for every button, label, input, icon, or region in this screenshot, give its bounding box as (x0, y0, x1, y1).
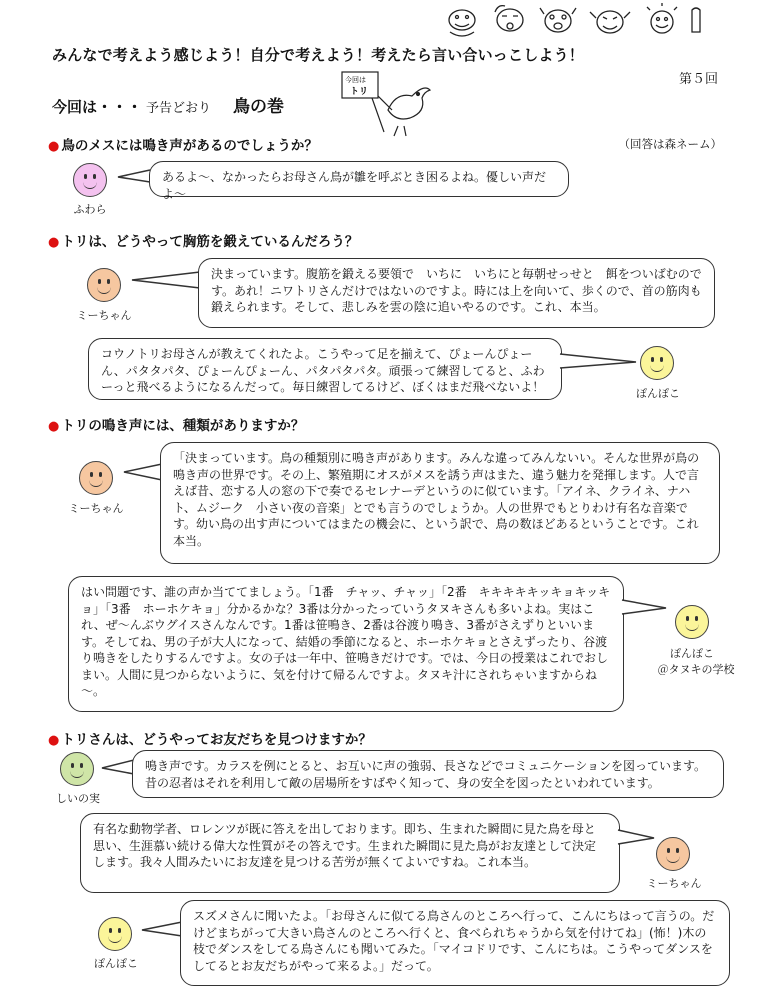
answer-bubble: 「決まっています。鳥の種類別に鳴き声があります。みんな違ってみんないい。そんな世界が鳥の鳴き声の世界です。その上、繁殖期にオスがメスを誘う声はまた、違う魅力を発揮します。人で言えば昔、恋する人の窓の下で奏でるセレナーデというのに似ています。「アイネ、クライネ、ナハト、ムジーク 小さい夜の音楽」とでも言うのでしょうか。人の世界でもとりわけ有名な音楽です。幼い鳥の出す声についてはまたの機会に、という訳で、鳥の数ほどあるということです。これ本当。 (160, 442, 720, 564)
avatar-mii-chan (87, 268, 121, 302)
answer-name: ふわら (73, 203, 107, 216)
bubble-tail (100, 758, 136, 776)
answer-name: ミーちゃん (68, 502, 124, 515)
question-1-title: 鳥のメスには鳴き声があるのでしょうか？ (61, 138, 318, 154)
answer-note: （回答は森ネーム） (618, 137, 722, 151)
question-3-title: トリの鳴き声には、種類がありますか？ (61, 418, 305, 434)
bird-with-sign-illustration (340, 70, 435, 138)
page-headline: みんなで考えよう感じよう！自分で考えよう！考えたら言い合いっこしよう！ (52, 46, 585, 64)
answer-name: しいの実 (56, 792, 100, 805)
question-4: ● トリさんは、どうやってお友だちを見つけますか？ (48, 732, 372, 748)
answer-bubble: スズメさんに聞いたよ。「お母さんに似てる鳥さんのところへ行って、こんにちはって言うの。だけどまちがって大きい鳥さんのところへ行くと、食べられちゃうから気を付けてね」(怖！)木の枝でダンスをしてる鳥さんにも聞いてみた。「マイコドリです、こんにちは。こうやってダンスをしてるとお友だちがやって来るよ。」だって。 (180, 900, 730, 986)
bubble-tail (130, 270, 202, 290)
svg-text:トリ: トリ (350, 87, 369, 97)
avatar-mii-chan (79, 461, 113, 495)
answer-bubble: あるよ～、なかったらお母さん鳥が雛を呼ぶとき困るよね。優しい声だよ～ (149, 161, 569, 197)
answer-bubble: はい問題です、誰の声か当ててましょう。「1番 チャッ、チャッ」「2番 キキキキキッキョキッキョ」「3番 ホーホケキョ」分かるかな？3番は分かったっていうタヌキさんも多いよね。実はこれ、ぜ～んぶウグイスさんなんです。1番は笹鳴き、2番は谷渡り鳴き、3番がさえずりといいます。そしてね、男の子が大人になって、結婚の季節になると、ホーホケキョとさえずったり、谷渡り鳴きをしたりするんですよ。女の子は一年中、笹鳴きだけです。では、今日の授業はこれでおしまい。人間に見つからないように、気を付けて帰るんですよ。タヌキ汁にされちゃいますからね～。 (68, 576, 624, 712)
topic-lead-small: 予告どおり (146, 101, 212, 116)
bubble-tail (116, 168, 152, 184)
avatar-ponpoko (98, 917, 132, 951)
answer-bubble: 有名な動物学者、ロレンツが既に答えを出しております。即ち、生まれた瞬間に見た鳥を母と思い、生涯慕い続ける偉大な性質がその答えです。生まれた瞬間に見た鳥がお友達として決定します。我々人間みたいにお友達を見つける苦労が無くてよいですね。これ本当。 (80, 813, 620, 893)
question-4-title: トリさんは、どうやってお友だちを見つけますか？ (61, 732, 372, 748)
avatar-ponpoko (640, 346, 674, 380)
bubble-tail (140, 920, 184, 938)
question-2-title: トリは、どうやって胸筋を鍛えているんだろう？ (61, 234, 359, 250)
answer-name: ぽんぽこ (636, 387, 680, 400)
answer-name-affiliation: ＠タヌキの学校 (657, 663, 735, 676)
answer-name: ぽんぽこ (94, 957, 138, 970)
question-3: ● トリの鳴き声には、種類がありますか？ (48, 418, 305, 434)
answer-name: ぽんぽこ (670, 647, 714, 660)
bubble-tail (122, 462, 164, 482)
answer-bubble: 鳴き声です。カラスを例にとると、お互いに声の強弱、長さなどでコミュニケーションを図っています。昔の忍者はそれを利用して敵の居場所をすばやく知って、身の安全を図ったといわれています。 (132, 750, 724, 798)
question-2: ● トリは、どうやって胸筋を鍛えているんだろう？ (48, 234, 359, 250)
question-1: ● 鳥のメスには鳴き声があるのでしょうか？ (48, 138, 318, 154)
avatar-ponpoko (675, 605, 709, 639)
avatar-fuwara (73, 163, 107, 197)
issue-number: 第５回 (678, 72, 718, 87)
sign-text: 今回は (345, 76, 366, 84)
topic-lead: 今回は・・・ (52, 98, 143, 116)
topic-title: 鳥の巻 (233, 97, 285, 117)
answer-bubble: コウノトリお母さんが教えてくれたよ。こうやって足を揃えて、ぴょーんぴょーん、パタタパタ、ぴょーんぴょーん、パタパタパタ。頑張って練習してると、ふわーっと飛べるようになるんだって。毎日練習してるけど、ぼくはまだ飛べないよ！ (88, 338, 562, 400)
avatar-shiinomi (60, 752, 94, 786)
doodle-faces-illustration (440, 2, 720, 42)
bubble-tail (558, 352, 638, 370)
answer-name: ミーちゃん (76, 309, 132, 322)
answer-name: ミーちゃん (646, 877, 702, 890)
bubble-tail (616, 828, 656, 846)
answer-bubble: 決まっています。腹筋を鍛える要領で いちに いちにと毎朝せっせと 餌をついばむのです。あれ！ニワトリさんだけではないのですよ。時には上を向いて、歩くので、首の筋肉も鍛えられます。そして、悲しみを雲の陰に追いやるのです。これ、本当。 (198, 258, 715, 328)
topic-line (52, 92, 284, 117)
avatar-mii-chan (656, 837, 690, 871)
bubble-tail (620, 598, 668, 616)
